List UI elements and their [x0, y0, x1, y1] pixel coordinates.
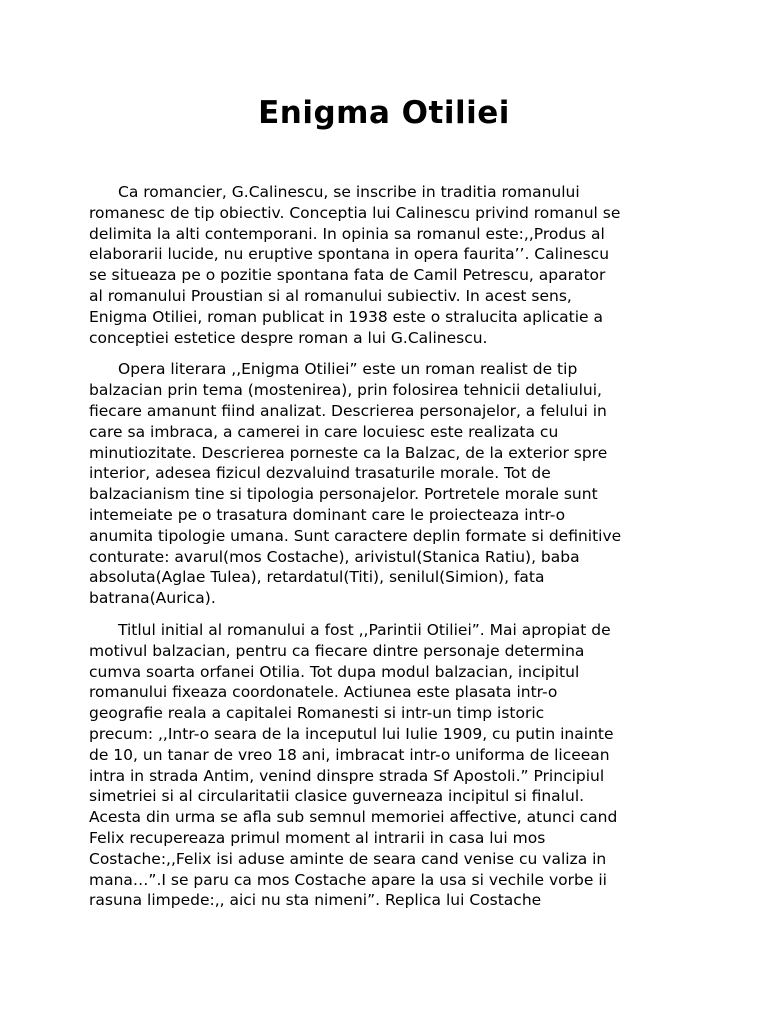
paragraph-line: Felix recupereaza primul moment al intrarii in casa lui mos: [89, 828, 546, 847]
paragraph-line: romanului fixeaza coordonatele. Actiunea este plasata intr-o: [89, 683, 558, 702]
document-body: [89, 182, 689, 922]
paragraph-line: cumva soarta orfanei Otilia. Tot dupa modul balzacian, incipitul: [89, 662, 580, 681]
paragraph-line: al romanului Proustian si al romanului subiectiv. In acest sens,: [89, 286, 572, 305]
document-title: Enigma Otiliei: [258, 95, 510, 131]
paragraph-line: care sa imbraca, a camerei in care locuiesc este realizata cu: [89, 422, 559, 441]
paragraph-line: elaborarii lucide, nu eruptive spontana in opera faurita’’. Calinescu: [89, 245, 610, 264]
paragraph-line: Ca romancier, G.Calinescu, se inscribe in traditia romanului: [118, 183, 580, 201]
paragraph-line: conturate: avarul(mos Costache), arivistul(Stanica Ratiu), baba: [89, 547, 580, 566]
paragraph-line: Enigma Otiliei, roman publicat in 1938 este o stralucita aplicatie a: [89, 307, 603, 326]
paragraph-line: fiecare amanunt fiind analizat. Descrierea personajelor, a felului in: [89, 401, 607, 420]
paragraph-line: balzacianism tine si tipologia personajelor. Portretele morale sunt: [89, 485, 598, 504]
paragraph-line: intemeiate pe o trasatura dominant care le proiecteaza intr-o: [89, 505, 566, 524]
paragraph-line: batrana(Aurica).: [89, 589, 216, 608]
paragraph-line: geografie reala a capitalei Romanesti si intr-un timp istoric: [89, 704, 545, 723]
paragraph-line: simetriei si al circularitatii clasice guverneaza incipitul si finalul.: [89, 787, 585, 806]
paragraph-line: Acesta din urma se afla sub semnul memoriei affective, atunci cand: [89, 808, 618, 827]
paragraph: [89, 620, 689, 911]
paragraph-line: conceptiei estetice despre roman a lui G.Calinescu.: [89, 328, 488, 347]
paragraph-line: de 10, un tanar de vreo 18 ani, imbracat intr-o uniforma de liceean: [89, 745, 610, 764]
paragraph-line: rasuna limpede:,, aici nu sta nimeni”. Replica lui Costache: [89, 891, 542, 910]
paragraph-line: Opera literara ,,Enigma Otiliei” este un roman realist de tip: [118, 360, 578, 379]
paragraph-line: minutiozitate. Descrierea porneste ca la Balzac, de la exterior spre: [89, 443, 608, 462]
paragraph-line: mana…”.I se paru ca mos Costache apare la usa si vechile vorbe ii: [89, 870, 607, 889]
paragraph-line: Titlul initial al romanului a fost ,,Parintii Otiliei”. Mai apropiat de: [118, 620, 611, 639]
paragraph-line: motivul balzacian, pentru ca fiecare dintre personaje determina: [89, 641, 585, 660]
paragraph: [89, 182, 689, 348]
paragraph-line: se situeaza pe o pozitie spontana fata de Camil Petrescu, aparator: [89, 266, 606, 285]
paragraph-line: precum: ,,Intr-o seara de la inceputul lui Iulie 1909, cu putin inainte: [89, 724, 614, 743]
paragraph-line: absoluta(Aglae Tulea), retardatul(Titi), senilul(Simion), fata: [89, 568, 545, 587]
paragraph-line: Costache:,,Felix isi aduse aminte de seara cand venise cu valiza in: [89, 849, 607, 868]
paragraph-line: intra in strada Antim, venind dinspre strada Sf Apostoli.” Principiul: [89, 766, 605, 785]
paragraph-line: delimita la alti contemporani. In opinia sa romanul este:,,Produs al: [89, 224, 605, 243]
paragraph-line: interior, adesea fizicul dezvaluind trasaturile morale. Tot de: [89, 464, 551, 483]
paragraph-line: anumita tipologie umana. Sunt caractere deplin formate si definitive: [89, 526, 622, 545]
paragraph-line: romanesc de tip obiectiv. Conceptia lui Calinescu privind romanul se: [89, 203, 621, 222]
paragraph-line: balzacian prin tema (mostenirea), prin folosirea tehnicii detaliului,: [89, 381, 602, 400]
paragraph: [89, 359, 689, 609]
